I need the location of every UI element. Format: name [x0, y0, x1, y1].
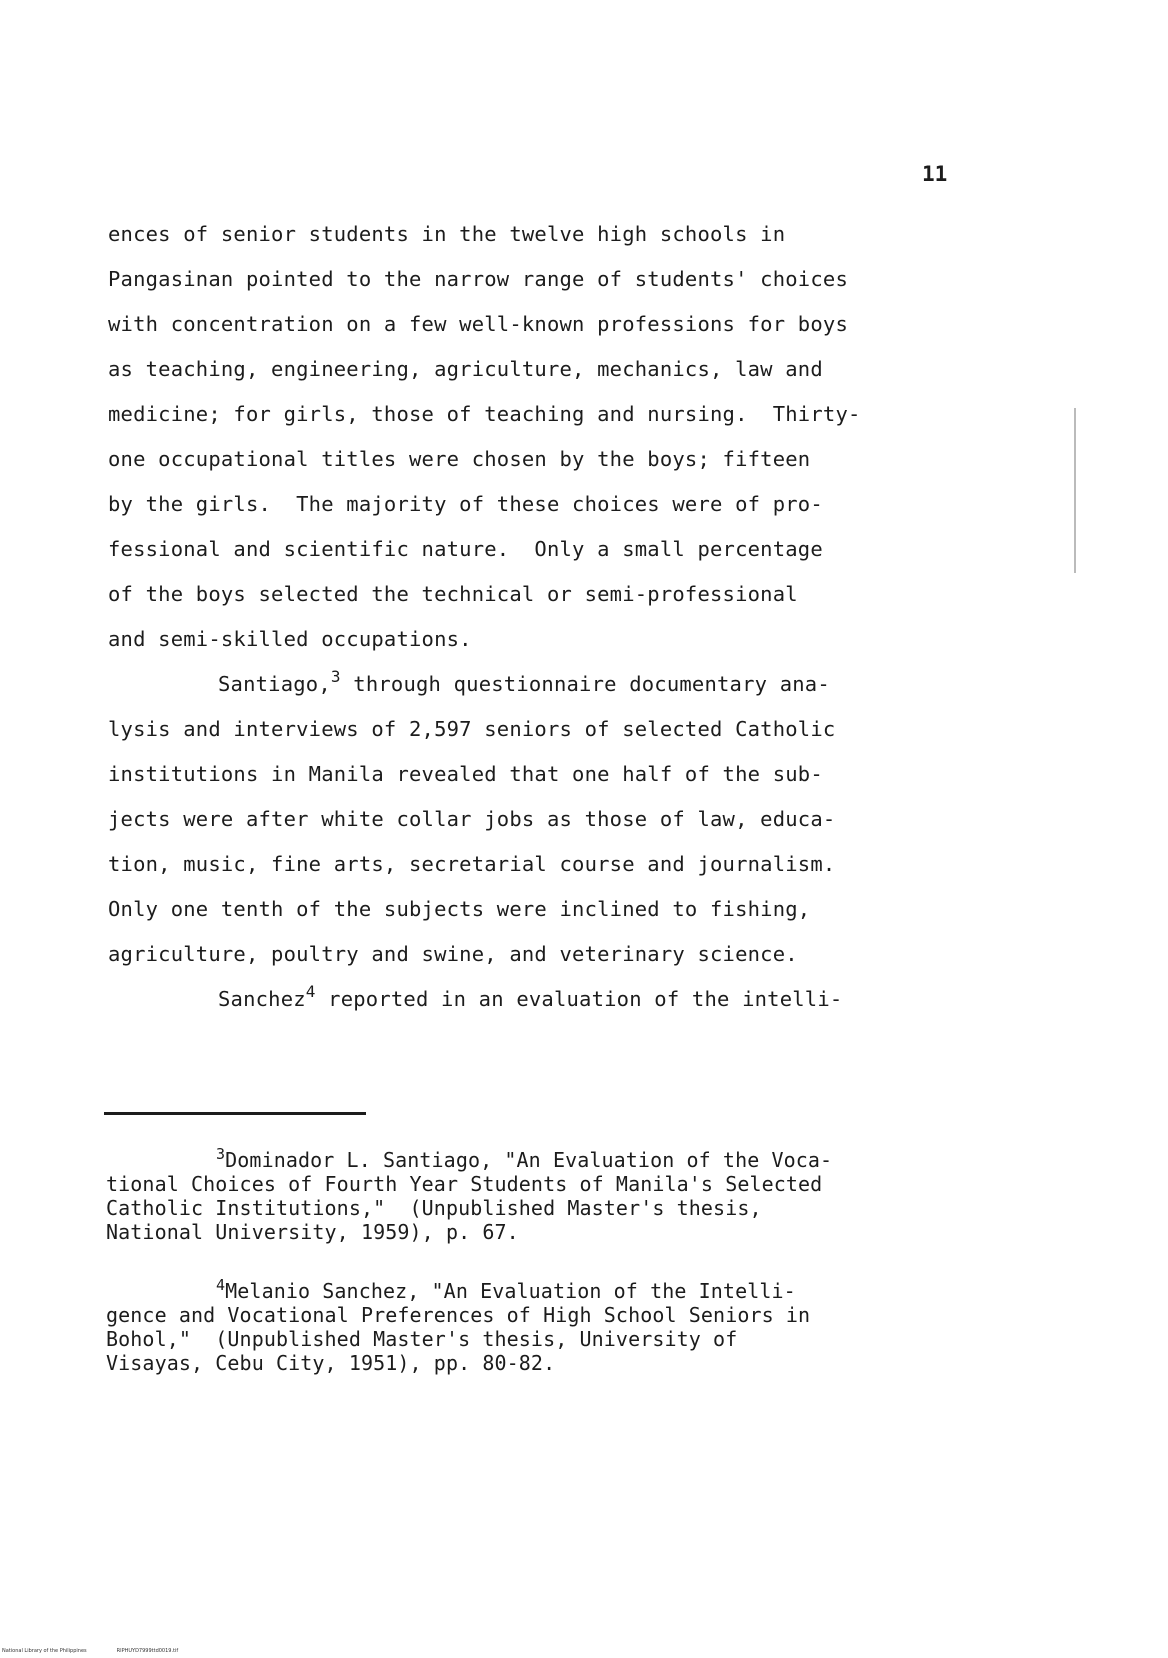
body-line-rest: reported in an evaluation of the intelli- — [315, 987, 843, 1011]
scan-footer — [2, 1648, 178, 1654]
body-line: one occupational titles were chosen by the boys; fifteen — [108, 447, 811, 471]
body-line: medicine; for girls, those of teaching and nursing. Thirty- — [108, 402, 861, 426]
body-line: tion, music, fine arts, secretarial course and journalism. — [108, 852, 836, 876]
author-sanchez: Sanchez — [218, 987, 306, 1011]
footnote-divider — [104, 1112, 366, 1115]
scan-margin-artifact — [1074, 408, 1076, 573]
body-line: jects were after white collar jobs as those of law, educa- — [108, 807, 836, 831]
body-line: Only one tenth of the subjects were inclined to fishing, — [108, 897, 811, 921]
body-line: lysis and interviews of 2,597 seniors of selected Catholic — [108, 717, 836, 741]
body-line: fessional and scientific nature. Only a small percentage — [108, 537, 823, 561]
paragraph-sanchez-first-line — [218, 982, 843, 1011]
footnote-line: Catholic Institutions," (Unpublished Master's thesis, — [106, 1196, 762, 1220]
body-line: ences of senior students in the twelve high schools in — [108, 222, 786, 246]
footnote-line: National University, 1959), p. 67. — [106, 1220, 519, 1244]
footnote-first-line — [216, 1276, 796, 1303]
author-santiago: Santiago, — [218, 672, 331, 696]
footnote-line: gence and Vocational Preferences of High School Seniors in — [106, 1303, 811, 1327]
footnote-ref-4: 4 — [305, 982, 316, 1001]
footnote-text: Melanio Sanchez, "An Evaluation of the Intelli- — [225, 1279, 796, 1303]
body-line: as teaching, engineering, agriculture, mechanics, law and — [108, 357, 823, 381]
body-line-rest: through questionnaire documentary ana- — [340, 672, 830, 696]
footnote-line: Bohol," (Unpublished Master's thesis, University of — [106, 1327, 738, 1351]
body-line: with concentration on a few well-known professions for boys — [108, 312, 848, 336]
footnote-ref-3: 3 — [330, 667, 341, 686]
body-line: Pangasinan pointed to the narrow range of students' choices — [108, 267, 848, 291]
footnote-marker: 3 — [216, 1145, 226, 1163]
footnote-line: tional Choices of Fourth Year Students of Manila's Selected — [106, 1172, 823, 1196]
page-number: 11 — [922, 162, 948, 186]
footnote-line: Visayas, Cebu City, 1951), pp. 80-82. — [106, 1351, 556, 1375]
body-line: and semi-skilled occupations. — [108, 627, 472, 651]
paragraph-santiago-first-line — [218, 667, 830, 696]
body-line: of the boys selected the technical or semi-professional — [108, 582, 798, 606]
body-line: by the girls. The majority of these choices were of pro- — [108, 492, 823, 516]
footnote-first-line — [216, 1145, 833, 1172]
body-line: agriculture, poultry and swine, and veterinary science. — [108, 942, 798, 966]
scan-file-id: RIPHUYD7999ttd0019.tif — [116, 1648, 179, 1654]
library-credit: National Library of the Philippines — [2, 1648, 87, 1654]
body-line: institutions in Manila revealed that one half of the sub- — [108, 762, 823, 786]
footnote-text: Dominador L. Santiago, "An Evaluation of the Voca- — [225, 1148, 833, 1172]
footnote-marker: 4 — [216, 1276, 226, 1294]
